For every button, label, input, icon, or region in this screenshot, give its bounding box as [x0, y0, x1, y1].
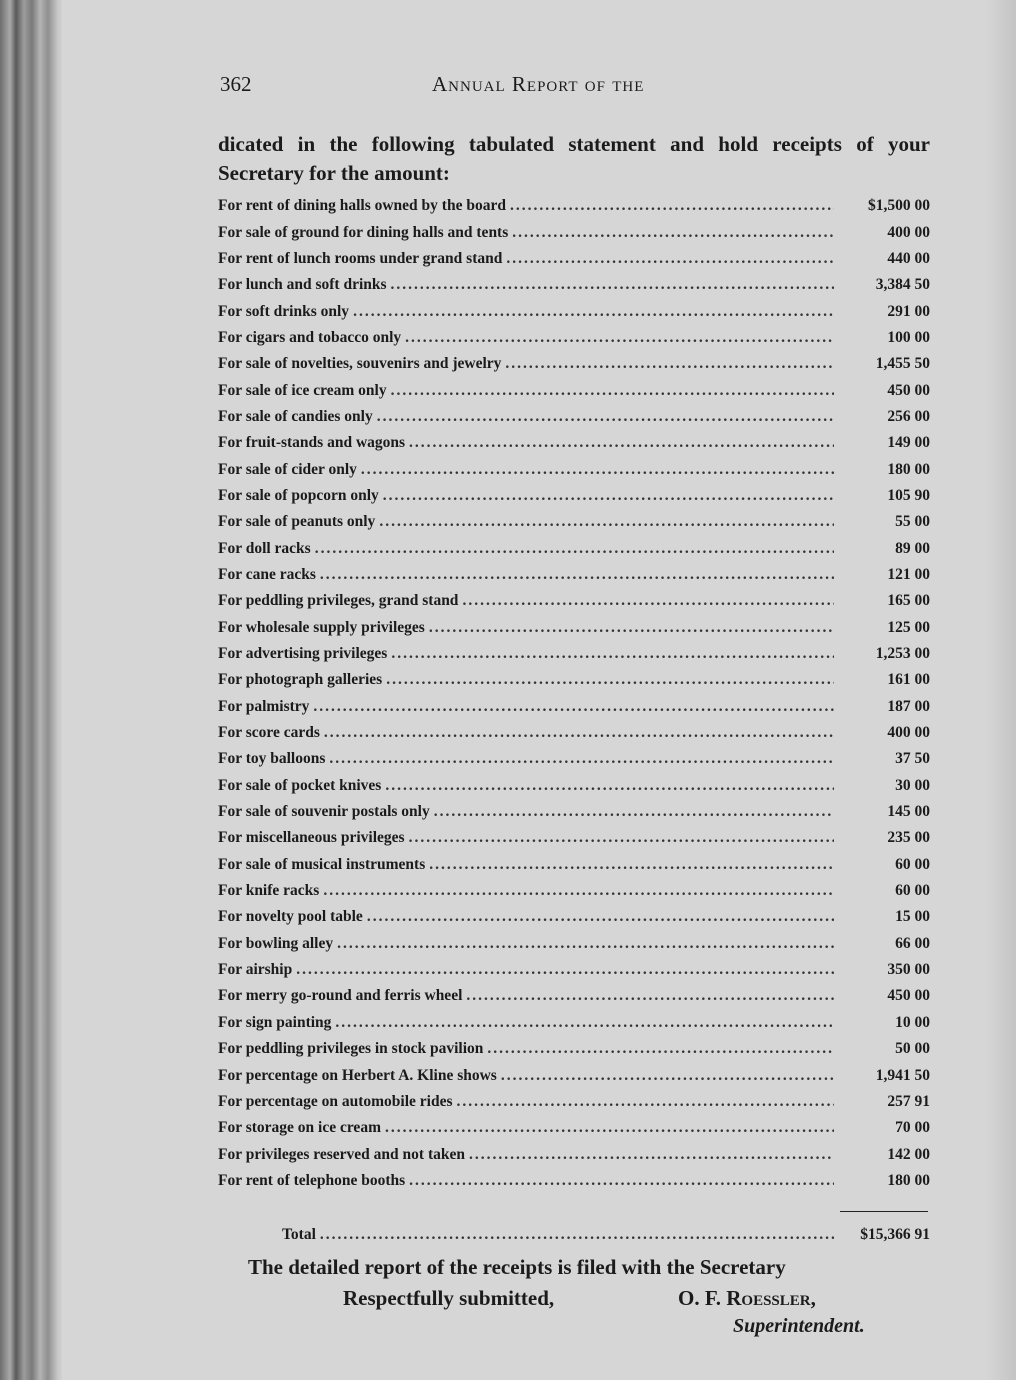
item-description: For cigars and tobacco only [218, 328, 402, 346]
ledger-row [218, 667, 930, 693]
leader-dots [324, 724, 834, 742]
ledger-row [218, 535, 930, 561]
leader-dots [506, 250, 834, 268]
ledger-row [218, 430, 930, 456]
item-description: For knife racks [218, 882, 320, 900]
intro-paragraph: dicated in the following tabulated statement and hold receipts of your Secretary for the amount: [218, 132, 930, 185]
ledger-row [218, 1010, 930, 1036]
ledger-row [218, 773, 930, 799]
item-amount: 70 00 [895, 1119, 930, 1137]
leader-dots [469, 1146, 834, 1164]
ledger-row [218, 325, 930, 351]
item-amount: 125 00 [887, 618, 930, 636]
item-amount: 165 00 [887, 592, 930, 610]
item-amount: 60 00 [895, 882, 930, 900]
item-amount: 180 00 [887, 1171, 930, 1189]
item-description: For storage on ice cream [218, 1119, 381, 1137]
ledger-row [218, 694, 930, 720]
leader-dots [429, 856, 834, 874]
item-description: For miscellaneous privileges [218, 829, 405, 847]
ledger-row [218, 1141, 930, 1167]
item-description: For photograph galleries [218, 671, 383, 689]
leader-dots [391, 645, 834, 663]
page-number: 362 [220, 72, 252, 96]
leader-dots [434, 803, 834, 821]
leader-dots [409, 829, 834, 847]
ledger-row [218, 720, 930, 746]
leader-dots [361, 461, 834, 479]
item-description: For novelty pool table [218, 908, 363, 926]
item-amount: 100 00 [887, 328, 930, 346]
total-row [282, 1222, 930, 1248]
receipts-ledger [218, 193, 930, 1194]
ledger-row [218, 509, 930, 535]
item-amount: 235 00 [887, 829, 930, 847]
item-description: For sale of souvenir postals only [218, 803, 430, 821]
ledger-row [218, 825, 930, 851]
ledger-row [218, 483, 930, 509]
item-description: For palmistry [218, 697, 310, 715]
item-amount: 15 00 [895, 908, 930, 926]
leader-dots [385, 777, 834, 795]
ledger-row [218, 404, 930, 430]
item-amount: 400 00 [887, 223, 930, 241]
leader-dots [377, 408, 834, 426]
item-amount: 187 00 [887, 697, 930, 715]
ledger-row [218, 246, 930, 272]
item-amount: 440 00 [887, 249, 930, 267]
item-amount: $1,500 00 [868, 197, 930, 215]
page-edge [986, 0, 1016, 1380]
leader-dots [512, 224, 834, 242]
ledger-row [218, 219, 930, 245]
item-amount: 1,455 50 [875, 355, 930, 373]
item-amount: 89 00 [895, 539, 930, 557]
item-description: For toy balloons [218, 750, 326, 768]
ledger-row [218, 1036, 930, 1062]
ledger-row [218, 931, 930, 957]
leader-dots [501, 1067, 834, 1085]
item-description: For sale of pocket knives [218, 776, 382, 794]
ledger-row [218, 1062, 930, 1088]
ledger-row [218, 272, 930, 298]
ledger-row [218, 193, 930, 219]
leader-dots [505, 355, 834, 373]
item-description: For sign painting [218, 1013, 332, 1031]
ledger-row [218, 1115, 930, 1141]
item-amount: 450 00 [887, 987, 930, 1005]
item-description: For peddling privileges in stock pavilion [218, 1040, 484, 1058]
ledger-row [218, 1089, 930, 1115]
signer-name: O. F. Roessler, [678, 1286, 816, 1310]
item-amount: 66 00 [895, 934, 930, 952]
item-amount: 149 00 [887, 434, 930, 452]
item-description: For soft drinks only [218, 302, 350, 320]
item-description: For sale of novelties, souvenirs and jewelry [218, 355, 502, 373]
ledger-row [218, 641, 930, 667]
item-description: For sale of popcorn only [218, 486, 379, 504]
leader-dots [379, 513, 834, 531]
closing-line: Respectfully submitted, [343, 1286, 555, 1310]
leader-dots [391, 276, 834, 294]
item-amount: 1,941 50 [875, 1066, 930, 1084]
leader-dots [409, 1172, 834, 1190]
leader-dots [296, 961, 834, 979]
running-head: Annual Report of the [432, 72, 645, 96]
item-description: For fruit-stands and wagons [218, 434, 406, 452]
item-description: For percentage on automobile rides [218, 1092, 453, 1110]
leader-dots [353, 303, 834, 321]
ledger-row [218, 588, 930, 614]
item-amount: 291 00 [887, 302, 930, 320]
item-description: For sale of candies only [218, 407, 373, 425]
ledger-row [218, 456, 930, 482]
book-spine [0, 0, 62, 1380]
item-description: For doll racks [218, 539, 311, 557]
item-amount: 145 00 [887, 803, 930, 821]
item-amount: 142 00 [887, 1145, 930, 1163]
ledger-row [218, 983, 930, 1009]
ledger-row [218, 852, 930, 878]
leader-dots [386, 671, 834, 689]
total-rule [840, 1211, 928, 1212]
item-description: For rent of dining halls owned by the board [218, 197, 506, 215]
item-amount: 55 00 [895, 513, 930, 531]
item-description: For rent of telephone booths [218, 1171, 406, 1189]
item-description: For sale of ground for dining halls and tents [218, 223, 509, 241]
leader-dots [313, 698, 834, 716]
leader-dots [487, 1040, 834, 1058]
item-amount: 161 00 [887, 671, 930, 689]
leader-dots [405, 329, 834, 347]
leader-dots [323, 882, 834, 900]
leader-dots [367, 908, 834, 926]
leader-dots [409, 434, 834, 452]
leader-dots [383, 487, 834, 505]
leader-dots [466, 987, 834, 1005]
item-description: For sale of cider only [218, 460, 357, 478]
item-amount: 121 00 [887, 565, 930, 583]
filed-note: The detailed report of the receipts is filed with the Secretary [248, 1255, 786, 1279]
item-amount: 105 90 [887, 486, 930, 504]
total-label: Total [282, 1226, 316, 1243]
item-description: For peddling privileges, grand stand [218, 592, 459, 610]
leader-dots [320, 1226, 834, 1244]
item-description: For airship [218, 961, 293, 979]
ledger-row [218, 351, 930, 377]
item-amount: 350 00 [887, 961, 930, 979]
item-amount: 450 00 [887, 381, 930, 399]
item-description: For rent of lunch rooms under grand stand [218, 249, 503, 267]
leader-dots [320, 566, 834, 584]
item-description: For sale of ice cream only [218, 381, 387, 399]
ledger-row [218, 615, 930, 641]
item-description: For score cards [218, 724, 320, 742]
ledger-row [218, 904, 930, 930]
ledger-row [218, 799, 930, 825]
leader-dots [391, 382, 834, 400]
item-amount: 30 00 [895, 776, 930, 794]
item-amount: 400 00 [887, 724, 930, 742]
total-amount: $15,366 91 [860, 1226, 930, 1243]
item-description: For bowling alley [218, 934, 334, 952]
item-amount: 1,253 00 [875, 645, 930, 663]
item-description: For lunch and soft drinks [218, 276, 387, 294]
leader-dots [335, 1014, 834, 1032]
leader-dots [385, 1119, 834, 1137]
leader-dots [315, 540, 834, 558]
item-description: For wholesale supply privileges [218, 618, 425, 636]
signer-title: Superintendent. [733, 1315, 865, 1337]
item-amount: 60 00 [895, 855, 930, 873]
item-description: For privileges reserved and not taken [218, 1145, 465, 1163]
ledger-row [218, 377, 930, 403]
item-amount: 256 00 [887, 407, 930, 425]
leader-dots [456, 1093, 834, 1111]
item-description: For cane racks [218, 565, 316, 583]
leader-dots [510, 197, 834, 215]
item-description: For merry go-round and ferris wheel [218, 987, 463, 1005]
ledger-row [218, 1168, 930, 1194]
item-amount: 257 91 [887, 1092, 930, 1110]
item-description: For percentage on Herbert A. Kline shows [218, 1066, 497, 1084]
leader-dots [337, 935, 834, 953]
leader-dots [329, 750, 834, 768]
item-description: For sale of peanuts only [218, 513, 376, 531]
item-amount: 37 50 [895, 750, 930, 768]
item-amount: 3,384 50 [875, 276, 930, 294]
ledger-row [218, 957, 930, 983]
item-amount: 50 00 [895, 1040, 930, 1058]
ledger-row [218, 562, 930, 588]
leader-dots [462, 592, 834, 610]
item-description: For advertising privileges [218, 645, 388, 663]
item-description: For sale of musical instruments [218, 855, 426, 873]
leader-dots [429, 619, 834, 637]
item-amount: 180 00 [887, 460, 930, 478]
ledger-row [218, 746, 930, 772]
item-amount: 10 00 [895, 1013, 930, 1031]
ledger-row [218, 298, 930, 324]
ledger-row [218, 878, 930, 904]
